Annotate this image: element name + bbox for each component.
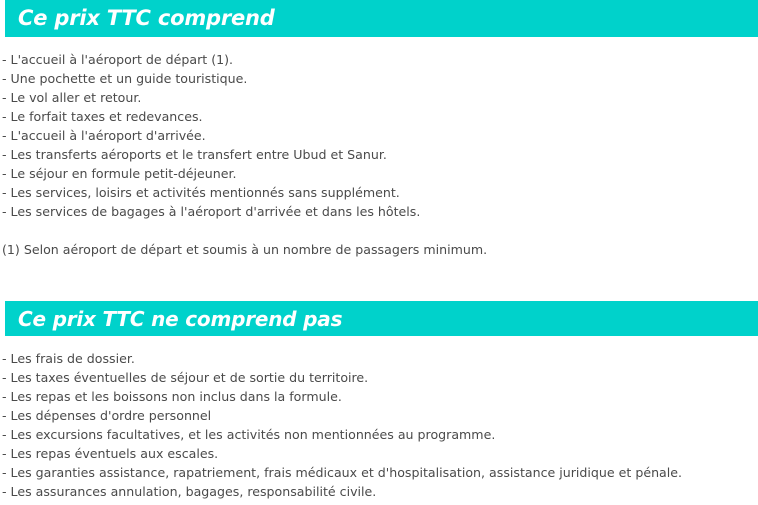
- list-item: - Le séjour en formule petit-déjeuner.: [2, 166, 237, 181]
- list-item: - L'accueil à l'aéroport de départ (1).: [2, 52, 234, 67]
- list-item: - Le vol aller et retour.: [2, 90, 142, 105]
- excluded-body: [0, 336, 758, 501]
- included-footnote-wrap: [0, 221, 758, 259]
- section-spacer: [0, 259, 758, 301]
- list-item: - L'accueil à l'aéroport d'arrivée.: [2, 128, 206, 143]
- included-list: [0, 50, 758, 221]
- excluded-banner-title: Ce prix TTC ne comprend pas: [18, 306, 343, 331]
- list-item: - Les services, loisirs et activités mentionnés sans supplément.: [2, 185, 400, 200]
- excluded-list: [0, 349, 758, 501]
- list-item: - Les garanties assistance, rapatriement, frais médicaux et d'hospitalisation, assistance juridique et pénale.: [2, 465, 683, 480]
- included-footnote: (1) Selon aéroport de départ et soumis à un nombre de passagers minimum.: [2, 242, 488, 257]
- list-item: - Les repas éventuels aux escales.: [2, 446, 219, 461]
- list-item: - Les taxes éventuelles de séjour et de sortie du territoire.: [2, 370, 369, 385]
- excluded-banner: [5, 301, 758, 336]
- section-excluded: [0, 301, 758, 501]
- list-item: - Les services de bagages à l'aéroport d'arrivée et dans les hôtels.: [2, 204, 421, 219]
- list-item: - Les dépenses d'ordre personnel: [2, 408, 212, 423]
- list-item: - Le forfait taxes et redevances.: [2, 109, 203, 124]
- included-banner: [5, 0, 758, 37]
- included-body: [0, 37, 758, 259]
- included-banner-title: Ce prix TTC comprend: [18, 6, 275, 30]
- list-item: - Les repas et les boissons non inclus dans la formule.: [2, 389, 342, 404]
- list-item: - Les transferts aéroports et le transfert entre Ubud et Sanur.: [2, 147, 387, 162]
- list-item: - Les assurances annulation, bagages, responsabilité civile.: [2, 484, 377, 499]
- list-item: - Les excursions facultatives, et les activités non mentionnées au programme.: [2, 427, 496, 442]
- list-item: - Les frais de dossier.: [2, 351, 135, 366]
- list-item: - Une pochette et un guide touristique.: [2, 71, 248, 86]
